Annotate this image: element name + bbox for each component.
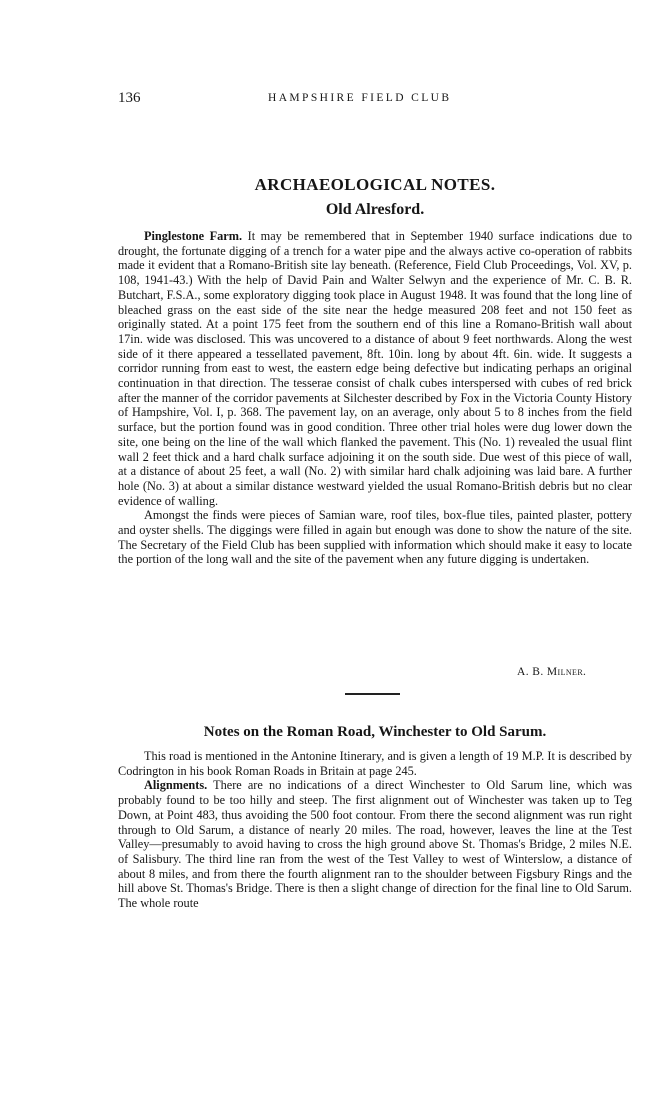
paragraph-intro: This road is mentioned in the Antonine Itinerary, and is given a length of 19 M.P. It is described by Codrington in his book Roman Roads in Britain at page 245. [118,749,632,778]
section2-body [118,749,632,911]
author-signature [517,666,586,678]
run-in-heading: Pinglestone Farm. [144,229,243,243]
run-in-heading: Alignments. [144,778,208,793]
paragraph-pinglestone [118,229,632,508]
paragraph-text: It may be remembered that in September 1940 surface indications due to drought, the fortunate digging of a trench for a water pipe and the always active co-operation of rabbits made it evident that a Romano-British site lay beneath. (Reference, Field Club Proceedings, Vol. XV, p. 108, 1941-43.) With the help of David Pain and Walter Selwyn and the experience of Mr. C. B. R. Butchart, F.S.A., some exploratory digging took place in August 1948. It was found that the long line of bleached grass on the east side of the site near the hedge measured 208 feet and not 150 feet as originally stated. At a point 175 feet from the southern end of this line a Romano-British wall about 17in. wide was disclosed. This was uncovered to a distance of about 9 feet northwards. Along the west side of it there appeared a tessellated pavement, 8ft. 10in. long by about 4ft. 6in. wide. It suggests a corridor running from east to west, the eastern edge being defective but indicating perhaps an original continuation in that direction. The tesserae consist of chalk cubes interspersed with cubes of red brick after the manner of the corridor pavements at Silchester described by Fox in the Victoria County History of Hampshire, Vol. I, p. 368. The pavement lay, on an average, only about 5 to 8 inches from the field surface, but the portion found was in good condition. Three other trial holes were dug lower down the site, one being on the line of the wall which flanked the pavement. This (No. 1) revealed the usual flint wall 2 feet thick and a hard chalk surface adjoining it on the south side. Due west of this piece of wall, at a distance of about 25 feet, a wall (No. 2) with similar hard chalk adjoining was laid bare. A further hole (No. 3) at about a similar distance westward yielded the usual Romano-British debris but no clear evidence of walling. [118,229,632,508]
page-number: 136 [118,90,141,106]
paragraph-finds: Amongst the finds were pieces of Samian ware, roof tiles, box-flue tiles, painted plaster, pottery and oyster shells. The diggings were filled in again but enough was done to show the nature of the site. The Secretary of the Field Club has been supplied with information which should make it easy to locate the portion of the long wall and the site of the pavement when any future digging is undertaken. [118,508,632,567]
section-divider [345,693,400,695]
section-subheading: Old Alresford. [325,201,425,218]
journal-title: HAMPSHIRE FIELD CLUB [268,92,452,104]
signature-text: A. B. Milner. [517,666,587,678]
section-heading: ARCHAEOLOGICAL NOTES. [254,175,496,194]
article-body [118,229,632,567]
section-heading-roman-road: Notes on the Roman Road, Winchester to Old Sarum. [203,724,547,740]
paragraph-text: There are no indications of a direct Winchester to Old Sarum line, which was probably found to be too hilly and steep. The first alignment out of Winchester was taken up to Teg Down, at Point 483, thus avoiding the 500 foot contour. From there the second alignment was run right through to Old Sarum, a distance of nearly 20 miles. The road, however, leaves the line at the Test Valley—presumably to avoid having to cross the high ground above St. Thomas's Bridge, 2 miles N.E. of Salisbury. The third line ran from the west of the Test Valley to west of Winterslow, a distance of about 8 miles, and from there the fourth alignment ran to the shoulder between Figsbury Rings and the hill above St. Thomas's Bridge. There is then a slight change of direction for the final line to Old Sarum. The whole route [118,778,632,911]
running-head [118,90,488,112]
paragraph-alignments [118,778,632,910]
